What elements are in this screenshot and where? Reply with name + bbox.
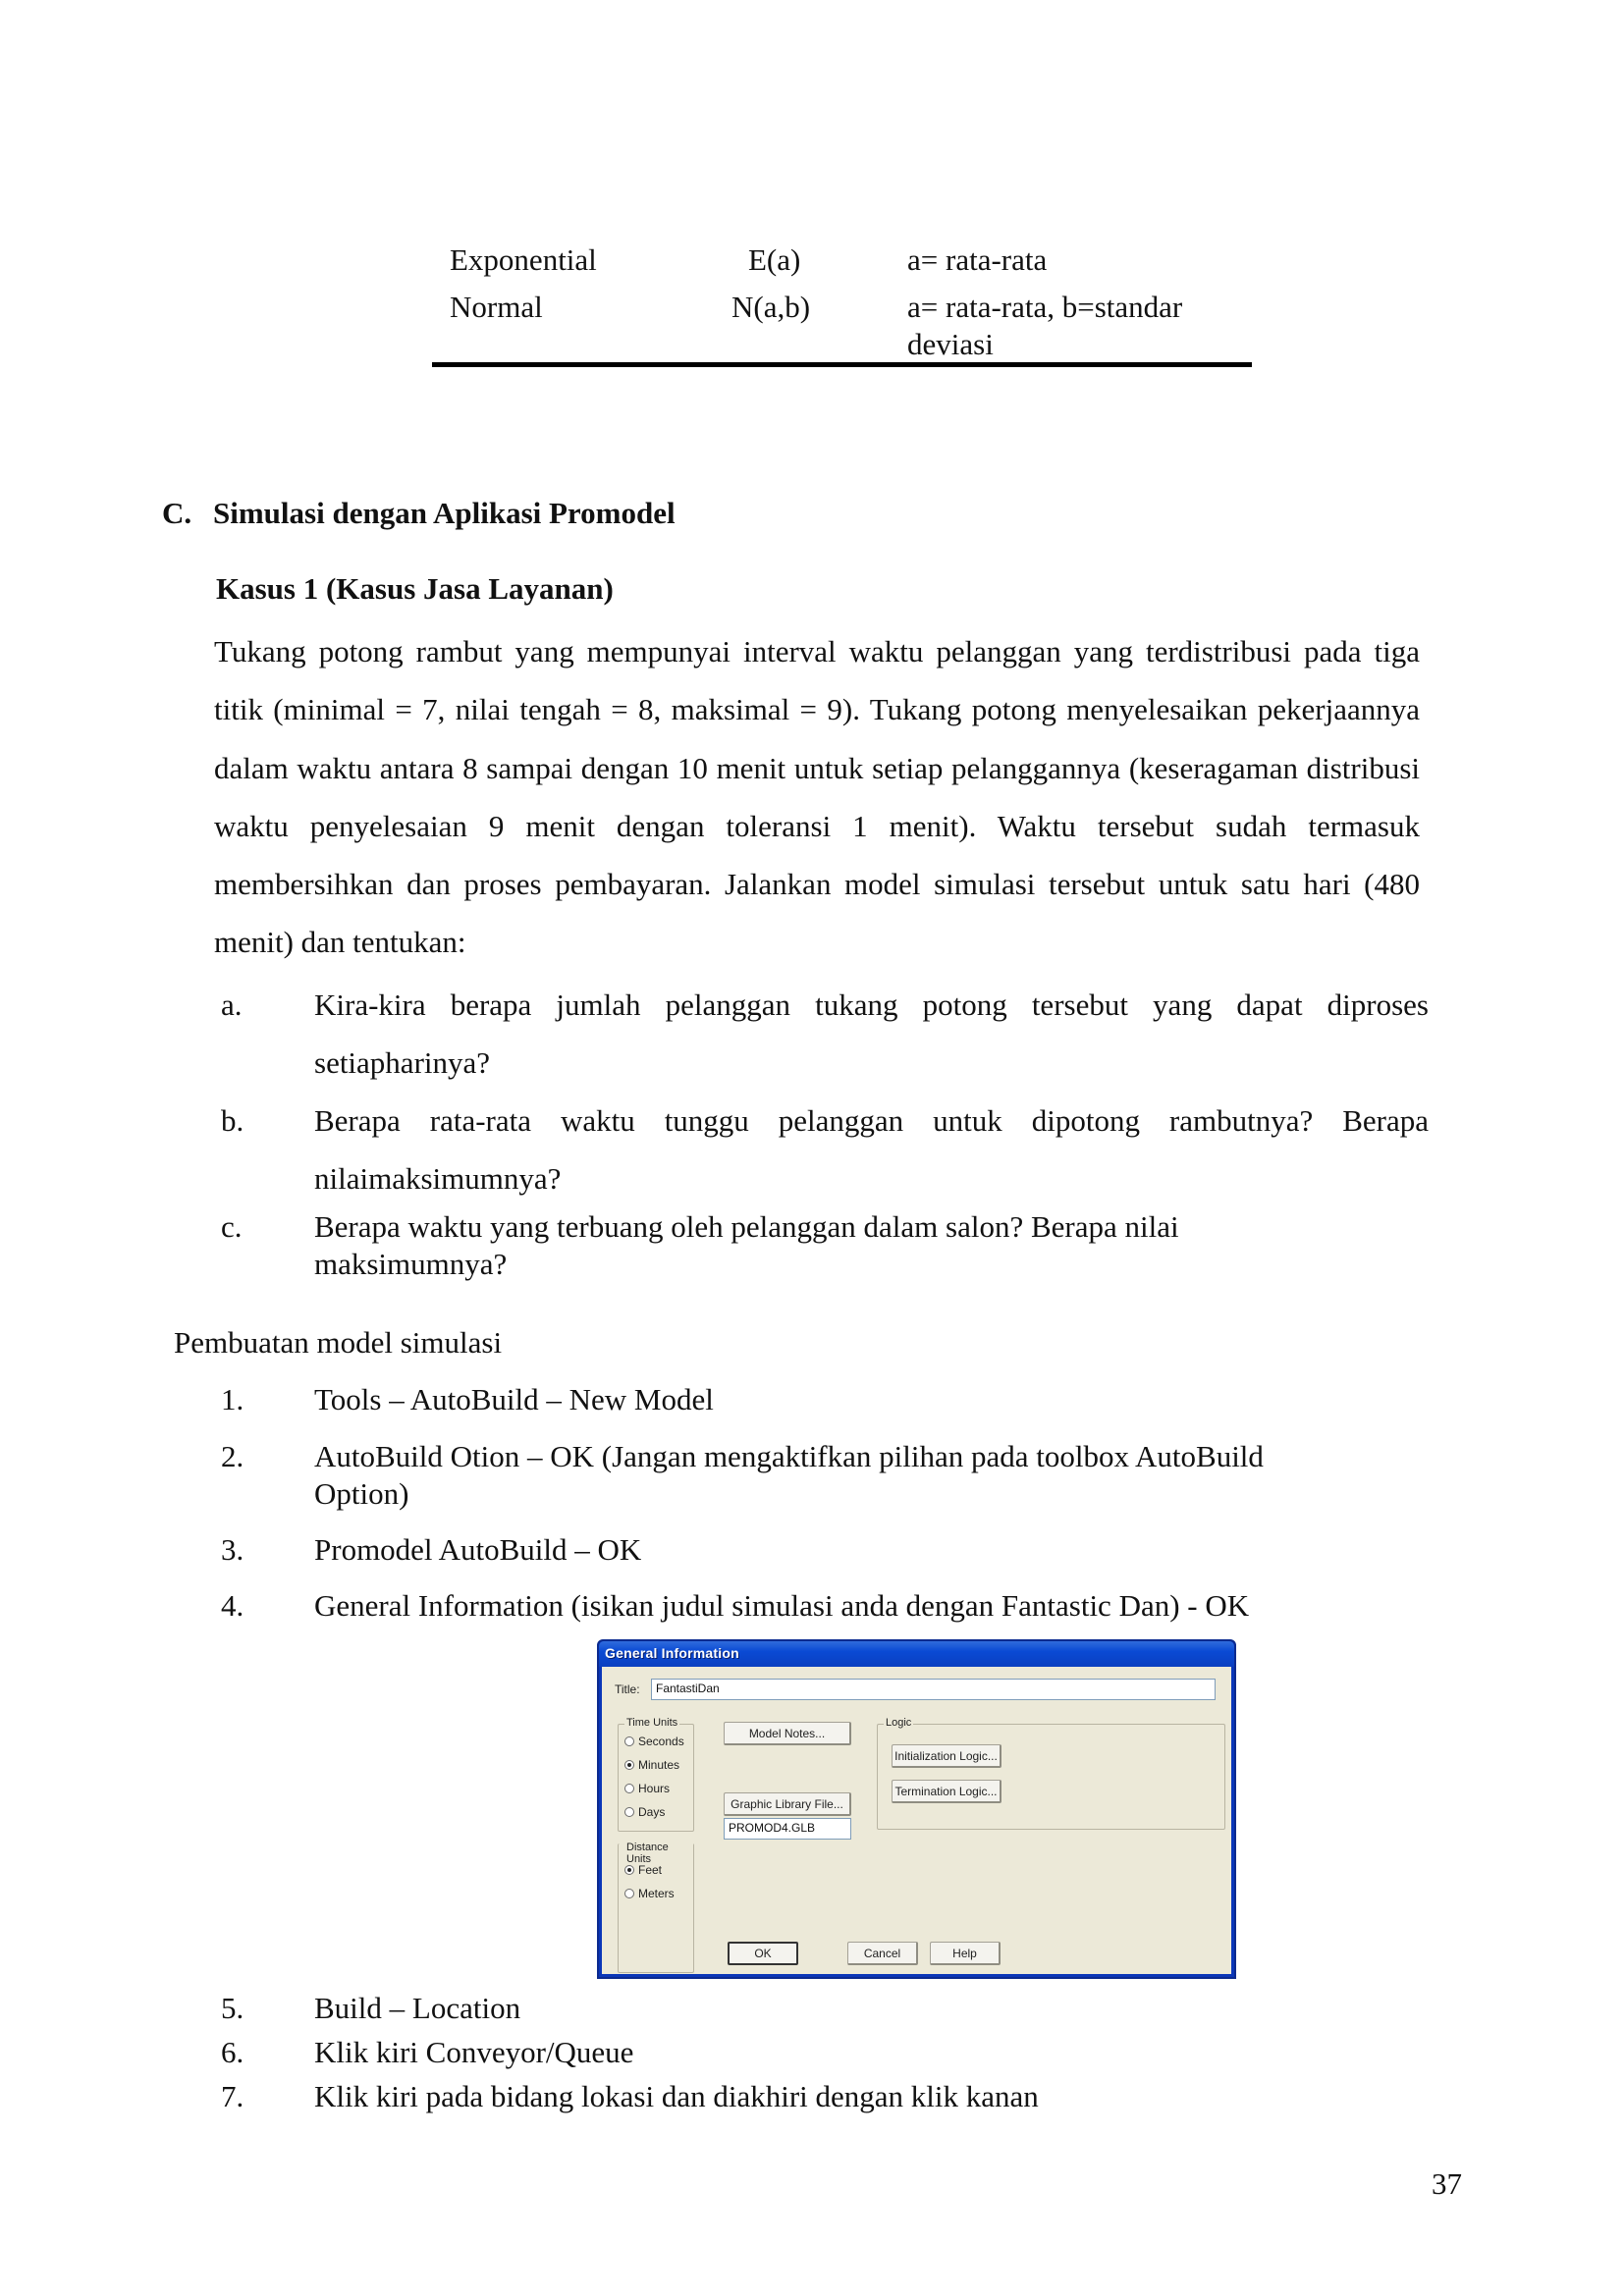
step-number: 1. [221,1382,244,1416]
question-marker: c. [221,1209,243,1244]
dialog-body [602,1667,1231,1974]
step-item [221,1531,1429,1571]
section-title: Simulasi dengan Aplikasi Promodel [213,496,676,530]
radio-circle-icon [624,1736,634,1746]
general-information-dialog [597,1639,1236,1979]
step-number: 3. [221,1532,244,1567]
distance-units-legend: Distance Units [624,1842,693,1865]
help-button[interactable]: Help [930,1942,1001,1965]
step-text: AutoBuild Otion – OK (Jangan mengaktifkan pilihan pada toolbox AutoBuild [314,1439,1264,1473]
radio-days[interactable] [624,1805,665,1819]
model-notes-button[interactable]: Model Notes... [724,1722,851,1745]
radio-hours[interactable] [624,1782,670,1795]
radio-selected-icon [624,1865,634,1875]
step-item [221,2034,1429,2073]
table-cell-description: a= rata-rata [907,242,1048,277]
step-item [221,1381,1429,1420]
logic-group [877,1717,1225,1830]
question-item [221,1092,1429,1209]
step-text: Tools – AutoBuild – New Model [314,1382,714,1416]
time-units-legend: Time Units [626,1717,678,1729]
case-paragraph: Tukang potong rambut yang mempunyai interval waktu pelanggan yang terdistribusi pada tiga titik (minimal = 7, nilai tengah = 8, maksimal = 9). Tukang potong menyelesaikan pekerjaannya dalam waktu antara 8 sampai dengan 10 menit untuk setiap pelanggannya (keseragaman distribusi waktu penyelesaian 9 menit dengan toleransi 1 menit). Waktu tersebut sudah termasuk membersihkan dan proses pembayaran. Jalankan model simulasi tersebut untuk satu hari (480 menit) dan tentukan: [214,634,1420,960]
radio-label: Seconds [638,1735,684,1748]
table-bottom-rule [432,362,1252,367]
dialog-title: General Information [605,1645,739,1661]
radio-selected-icon [624,1760,634,1770]
radio-label: Minutes [638,1758,680,1772]
step-number: 6. [221,2035,244,2069]
step-number: 7. [221,2079,244,2113]
radio-label: Feet [638,1863,663,1877]
radio-minutes[interactable] [624,1758,679,1772]
step-number: 4. [221,1588,244,1623]
question-item [221,976,1429,1094]
table-cell-name: Normal [450,290,543,324]
cancel-button[interactable]: Cancel [847,1942,918,1965]
table-cell-name: Exponential [450,242,597,277]
dialog-titlebar[interactable] [599,1641,1234,1667]
table-cell-notation: E(a) [748,242,801,277]
step-item [221,1438,1429,1517]
question-text-cont: maksimumnya? [314,1247,508,1281]
table-cell-description: a= rata-rata, b=standar [907,290,1183,324]
radio-seconds[interactable] [624,1735,684,1748]
time-units-group [618,1717,694,1832]
step-item [221,1587,1429,1627]
radio-feet[interactable] [624,1863,662,1877]
question-text: Berapa waktu yang terbuang oleh pelanggan dalam salon? Berapa nilai [314,1209,1179,1244]
step-item [221,2078,1429,2117]
step-text-cont: Option) [314,1476,409,1511]
step-item [221,1990,1429,2029]
step-text: Klik kiri pada bidang lokasi dan diakhiri dengan klik kanan [314,2079,1039,2113]
question-marker: a. [221,988,243,1022]
table-cell-notation: N(a,b) [731,290,811,324]
step-text: Build – Location [314,1991,521,2025]
question-text: Kira-kira berapa jumlah pelanggan tukang potong tersebut yang dapat diproses setiapharinya? [314,988,1429,1081]
section-letter: C. [162,496,192,530]
graphic-library-field[interactable]: PROMOD4.GLB [724,1818,851,1840]
title-label: Title: [615,1682,640,1696]
table-cell-description-cont: deviasi [907,327,994,361]
logic-legend: Logic [886,1717,912,1729]
radio-label: Hours [638,1782,671,1795]
radio-circle-icon [624,1889,634,1898]
radio-circle-icon [624,1807,634,1817]
case-title: Kasus 1 (Kasus Jasa Layanan) [216,571,614,606]
step-text: Klik kiri Conveyor/Queue [314,2035,634,2069]
question-marker: b. [221,1103,244,1138]
radio-meters[interactable] [624,1887,675,1900]
step-number: 2. [221,1439,244,1473]
initialization-logic-button[interactable]: Initialization Logic... [892,1744,1001,1768]
radio-label: Days [638,1805,666,1819]
graphic-library-button[interactable]: Graphic Library File... [724,1792,851,1816]
question-item [221,1208,1429,1287]
radio-circle-icon [624,1784,634,1793]
steps-heading: Pembuatan model simulasi [174,1325,503,1360]
distance-units-group [618,1843,694,1973]
question-text: Berapa rata-rata waktu tunggu pelanggan untuk dipotong rambutnya? Berapa nilaimaksimumnya? [314,1103,1429,1197]
title-input[interactable]: FantastiDan [651,1679,1216,1700]
step-number: 5. [221,1991,244,2025]
step-text: Promodel AutoBuild – OK [314,1532,642,1567]
ok-button[interactable]: OK [728,1942,798,1965]
radio-label: Meters [638,1887,675,1900]
page-number: 37 [1432,2166,1462,2201]
termination-logic-button[interactable]: Termination Logic... [892,1780,1001,1803]
step-text: General Information (isikan judul simulasi anda dengan Fantastic Dan) - OK [314,1588,1250,1623]
